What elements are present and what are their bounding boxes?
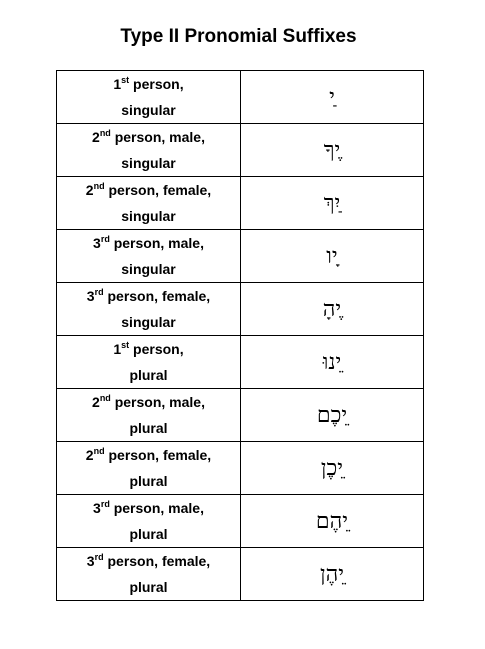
hebrew-suffix-cell — [241, 283, 424, 336]
table-row — [57, 495, 424, 548]
person-descriptor: person, — [129, 341, 184, 357]
hebrew-suffix: ֵיהֶן — [319, 562, 345, 587]
person-label-line1 — [57, 71, 240, 97]
ordinal-suffix: nd — [99, 393, 111, 403]
hebrew-suffix-cell — [241, 124, 424, 177]
person-number: 3 — [86, 553, 95, 569]
ordinal-suffix: rd — [94, 552, 104, 562]
hebrew-suffix: ַיִךְ — [323, 191, 341, 216]
person-label-cell — [57, 442, 241, 495]
person-label-line1 — [57, 283, 240, 309]
hebrew-suffix-cell — [241, 230, 424, 283]
person-label-line1 — [57, 336, 240, 362]
hebrew-suffix-cell — [241, 389, 424, 442]
ordinal-suffix: nd — [93, 446, 105, 456]
number-label: plural — [129, 367, 168, 383]
table-row — [57, 548, 424, 601]
person-label-line1 — [57, 230, 240, 256]
number-label: plural — [129, 420, 168, 436]
person-label-line1 — [57, 442, 240, 468]
hebrew-suffix: ֵיכֶן — [320, 456, 344, 481]
person-label-line1 — [57, 495, 240, 521]
table-row — [57, 124, 424, 177]
person-number: 3 — [86, 288, 95, 304]
hebrew-suffix: ָיו — [326, 244, 338, 269]
person-descriptor: person, — [129, 76, 184, 92]
number-label: plural — [129, 473, 168, 489]
hebrew-suffix: ֶיהָ — [322, 297, 342, 322]
page-title: Type II Pronomial Suffixes — [120, 26, 357, 47]
hebrew-suffix: ַי — [329, 85, 335, 110]
hebrew-suffix-cell — [241, 336, 424, 389]
number-label: singular — [121, 261, 176, 277]
hebrew-suffix-cell — [241, 548, 424, 601]
ordinal-suffix: st — [121, 75, 130, 85]
table-row — [57, 177, 424, 230]
ordinal-suffix: nd — [99, 128, 111, 138]
table-row — [57, 442, 424, 495]
table-row — [57, 336, 424, 389]
person-descriptor: person, male, — [109, 235, 204, 251]
person-descriptor: person, female, — [103, 553, 211, 569]
person-number: 3 — [93, 235, 101, 251]
hebrew-suffix-cell — [241, 177, 424, 230]
person-descriptor: person, female, — [104, 182, 212, 198]
ordinal-suffix: rd — [94, 287, 104, 297]
table-row — [57, 230, 424, 283]
person-number: 2 — [85, 447, 94, 463]
hebrew-suffix: ֶיךָ — [323, 138, 341, 163]
person-number: 2 — [92, 129, 100, 145]
person-label-cell — [57, 548, 241, 601]
person-number: 2 — [92, 394, 100, 410]
hebrew-suffix-cell — [241, 71, 424, 124]
person-label-cell — [57, 124, 241, 177]
number-label: singular — [121, 314, 176, 330]
person-descriptor: person, female, — [103, 288, 211, 304]
hebrew-suffix-cell — [241, 442, 424, 495]
person-descriptor: person, female, — [104, 447, 212, 463]
number-label: singular — [121, 208, 176, 224]
number-label: singular — [121, 155, 176, 171]
table-row — [57, 283, 424, 336]
table-body — [57, 71, 424, 601]
person-number: 3 — [93, 500, 101, 516]
number-label: plural — [129, 526, 168, 542]
person-descriptor: person, male, — [110, 129, 205, 145]
ordinal-suffix: rd — [100, 234, 110, 244]
number-label: plural — [129, 579, 168, 595]
person-number: 1 — [113, 341, 122, 357]
hebrew-suffix-cell — [241, 495, 424, 548]
hebrew-suffix: ֵיכֶם — [316, 403, 348, 428]
person-label-cell — [57, 71, 241, 124]
person-label-cell — [57, 495, 241, 548]
person-descriptor: person, male, — [110, 394, 205, 410]
suffix-table — [56, 70, 424, 601]
person-number: 1 — [113, 76, 122, 92]
person-label-cell — [57, 389, 241, 442]
person-label-line1 — [57, 389, 240, 415]
person-label-line1 — [57, 124, 240, 150]
person-label-cell — [57, 230, 241, 283]
person-descriptor: person, male, — [109, 500, 204, 516]
person-label-line1 — [57, 548, 240, 574]
hebrew-suffix: ֵיהֶם — [315, 509, 349, 534]
table-row — [57, 389, 424, 442]
table-row — [57, 71, 424, 124]
person-label-cell — [57, 177, 241, 230]
person-label-line1 — [57, 177, 240, 203]
person-label-cell — [57, 283, 241, 336]
person-label-cell — [57, 336, 241, 389]
ordinal-suffix: rd — [100, 499, 110, 509]
person-number: 2 — [85, 182, 94, 198]
number-label: singular — [121, 102, 176, 118]
hebrew-suffix: ֵינוּ — [322, 350, 342, 375]
ordinal-suffix: st — [121, 340, 130, 350]
ordinal-suffix: nd — [93, 181, 105, 191]
